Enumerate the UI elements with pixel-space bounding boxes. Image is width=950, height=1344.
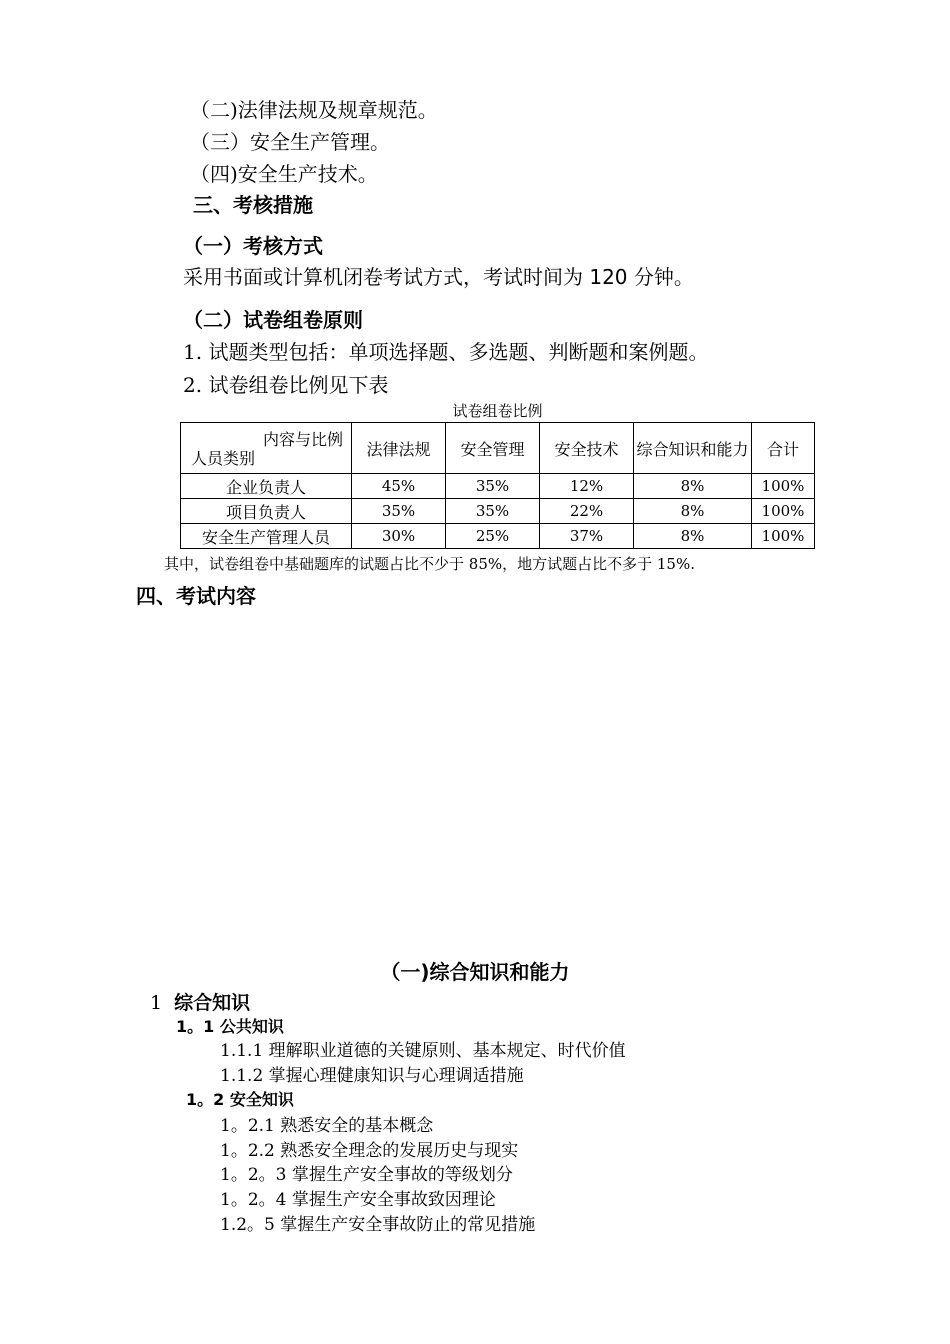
outline-item: 1。2。4 掌握生产安全事故致因理论	[220, 1190, 496, 1210]
table-header-cell: 法律法规	[352, 423, 446, 474]
list-item-laws: （二)法律法规及规章规范。	[190, 98, 438, 122]
table-row	[181, 499, 815, 524]
outline-heading-1-1: 1。1 公共知识	[176, 1017, 284, 1036]
outline-item: 1。2。3 掌握生产安全事故的等级划分	[220, 1165, 513, 1185]
table-caption: 试卷组卷比例	[452, 402, 543, 420]
table-cell: 8%	[634, 499, 752, 524]
outline-heading-1	[150, 988, 250, 1015]
outline-item: 1.1.1 理解职业道德的关键原则、基本规定、时代价值	[220, 1041, 626, 1061]
table-note: 其中，试卷组卷中基础题库的试题占比不少于 85%，地方试题占比不多于 15%.	[164, 555, 695, 573]
table-cell: 37%	[540, 524, 634, 549]
table-header-cell: 安全技术	[540, 423, 634, 474]
part-1-title: （一)综合知识和能力	[380, 960, 570, 984]
table-cell: 22%	[540, 499, 634, 524]
paper-ratio-table	[180, 422, 815, 549]
outline-item: 1.1.2 掌握心理健康知识与心理调适措施	[220, 1066, 524, 1086]
table-cell: 35%	[446, 499, 540, 524]
outline-heading-1-text: 综合知识	[174, 992, 251, 1014]
paper-principles-item-1: 1. 试题类型包括：单项选择题、多选题、判断题和案例题。	[183, 340, 709, 364]
corner-label-content: 内容与比例	[262, 430, 343, 449]
table-header-row	[181, 423, 815, 474]
table-cell: 8%	[634, 474, 752, 499]
table-cell: 8%	[634, 524, 752, 549]
table-cell: 35%	[352, 499, 446, 524]
table-cell: 25%	[446, 524, 540, 549]
outline-heading-1-2: 1。2 安全知识	[186, 1090, 294, 1109]
outline-item: 1。2.1 熟悉安全的基本概念	[220, 1116, 434, 1136]
outline-item: 1.2。5 掌握生产安全事故防止的常见措施	[220, 1215, 536, 1235]
section-3-title: 三、考核措施	[193, 193, 313, 217]
table-cell: 12%	[540, 474, 634, 499]
table-row-label: 企业负责人	[181, 474, 352, 499]
table-header-cell: 合计	[752, 423, 815, 474]
table-row-label: 安全生产管理人员	[181, 524, 352, 549]
section-4-title: 四、考试内容	[136, 584, 256, 608]
table-row	[181, 474, 815, 499]
table-header-cell: 安全管理	[446, 423, 540, 474]
table-row-label: 项目负责人	[181, 499, 352, 524]
paper-principles-item-2: 2. 试卷组卷比例见下表	[183, 373, 389, 397]
assessment-method-text: 采用书面或计算机闭卷考试方式，考试时间为 120 分钟。	[183, 265, 694, 289]
table-cell: 100%	[752, 499, 815, 524]
table-cell: 35%	[446, 474, 540, 499]
table-cell: 45%	[352, 474, 446, 499]
table-corner-cell	[181, 423, 352, 474]
corner-label-personnel: 人员类别	[191, 449, 256, 468]
table-cell: 30%	[352, 524, 446, 549]
outline-heading-1-number: 1	[150, 992, 163, 1014]
list-item-safety-technology: （四)安全生产技术。	[190, 162, 378, 186]
subsection-paper-principles-title: （二）试卷组卷原则	[183, 308, 363, 332]
table-header-cell: 综合知识和能力	[634, 423, 752, 474]
table-row	[181, 524, 815, 549]
subsection-assessment-method-title: （一）考核方式	[183, 234, 323, 258]
outline-item: 1。2.2 熟悉安全理念的发展历史与现实	[220, 1141, 519, 1161]
list-item-safety-management: （三）安全生产管理。	[190, 130, 390, 154]
table-cell: 100%	[752, 524, 815, 549]
table-cell: 100%	[752, 474, 815, 499]
